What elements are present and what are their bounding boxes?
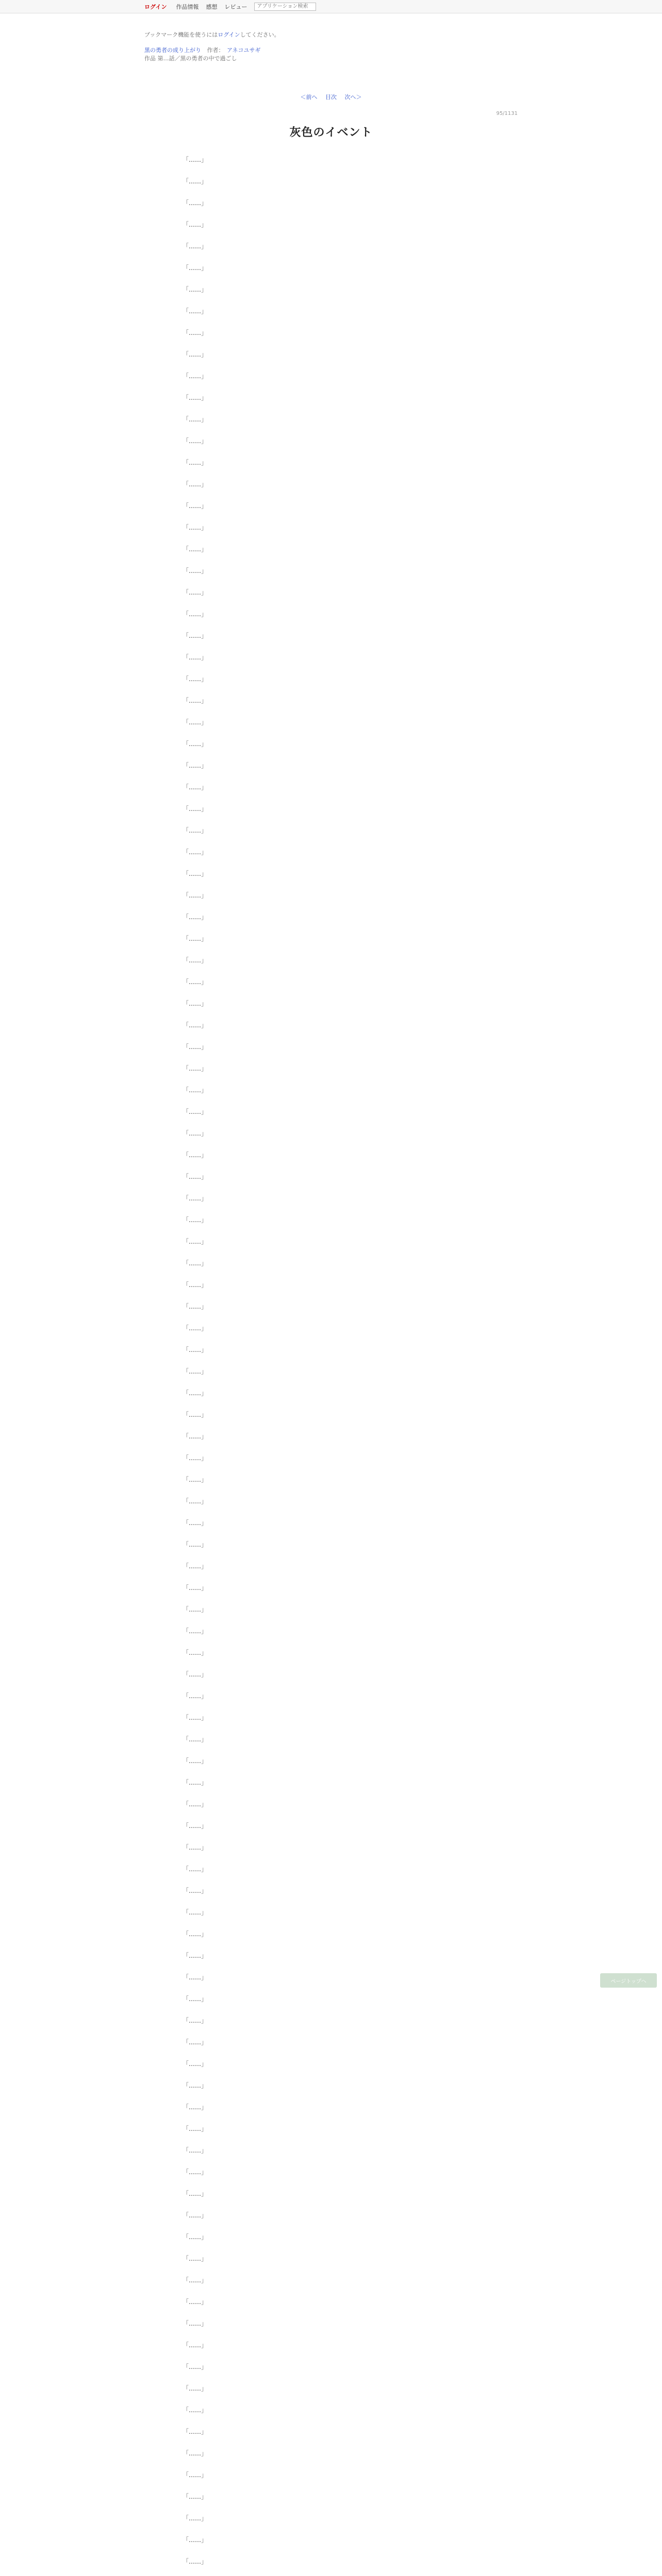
novel-paragraph: 「……」 xyxy=(183,1909,208,1916)
bookmark-notice-prefix: ブックマーク機能を使うには xyxy=(144,31,218,38)
novel-paragraph: 「……」 xyxy=(183,2212,208,2219)
author-label: 作者： xyxy=(207,47,224,54)
novel-paragraph: 「……」 xyxy=(183,2471,208,2479)
novel-paragraph: 「……」 xyxy=(183,2536,208,2544)
novel-paragraph: 「……」 xyxy=(183,1844,208,1851)
novel-paragraph: 「……」 xyxy=(183,2082,208,2089)
novel-paragraph: 「……」 xyxy=(183,416,208,423)
top-nav-bar xyxy=(0,0,662,13)
novel-paragraph: 「……」 xyxy=(183,1216,208,1224)
novel-paragraph: 「……」 xyxy=(183,1454,208,1462)
novel-paragraph: 「……」 xyxy=(183,1649,208,1656)
novel-paragraph: 「……」 xyxy=(183,351,208,358)
novel-paragraph: 「……」 xyxy=(183,719,208,726)
novel-paragraph: 「……」 xyxy=(183,2039,208,2046)
author-name-link[interactable]: アネコユサギ xyxy=(227,47,261,54)
bookmark-notice-suffix: してください。 xyxy=(240,31,280,38)
novel-paragraph: 「……」 xyxy=(183,1303,208,1310)
novel-paragraph: 「……」 xyxy=(183,1389,208,1397)
novel-paragraph: 「……」 xyxy=(183,1628,208,1635)
novel-paragraph: 「……」 xyxy=(183,957,208,964)
novel-paragraph: 「……」 xyxy=(183,1130,208,1137)
novel-paragraph: 「……」 xyxy=(183,308,208,315)
novel-paragraph: 「……」 xyxy=(183,1411,208,1418)
novel-paragraph: 「……」 xyxy=(183,2017,208,2024)
novel-paragraph: 「……」 xyxy=(183,1714,208,1721)
novel-paragraph: 「……」 xyxy=(183,2428,208,2435)
toc-link[interactable]: 目次 xyxy=(325,94,337,100)
novel-paragraph: 「……」 xyxy=(183,978,208,986)
novel-paragraph: 「……」 xyxy=(183,2104,208,2111)
novel-paragraph: 「……」 xyxy=(183,1238,208,1245)
nav-link-work-info[interactable]: 作品情報 xyxy=(176,3,199,10)
bookmark-login-link[interactable]: ログイン xyxy=(218,31,240,38)
nav-link-impressions[interactable]: 感想 xyxy=(206,3,218,10)
novel-paragraph: 「……」 xyxy=(183,892,208,899)
novel-paragraph: 「……」 xyxy=(183,1692,208,1700)
novel-paragraph: 「……」 xyxy=(183,2385,208,2392)
novel-paragraph: 「……」 xyxy=(183,1606,208,1613)
prev-chapter-link[interactable]: ＜前へ xyxy=(300,94,318,100)
novel-paragraph: 「……」 xyxy=(183,2255,208,2262)
novel-paragraph: 「……」 xyxy=(183,870,208,877)
novel-paragraph: 「……」 xyxy=(183,1260,208,1267)
novel-paragraph: 「……」 xyxy=(183,2168,208,2176)
novel-paragraph: 「……」 xyxy=(183,459,208,466)
novel-paragraph: 「……」 xyxy=(183,2450,208,2457)
novel-paragraph: 「……」 xyxy=(183,437,208,445)
novel-paragraph: 「……」 xyxy=(183,1930,208,1938)
novel-paragraph: 「……」 xyxy=(183,632,208,639)
search-input[interactable] xyxy=(254,3,316,11)
novel-paragraph: 「……」 xyxy=(183,589,208,596)
novel-paragraph: 「……」 xyxy=(183,1108,208,1115)
novel-paragraph: 「……」 xyxy=(183,654,208,661)
series-header xyxy=(144,31,516,63)
novel-paragraph: 「……」 xyxy=(183,2233,208,2241)
novel-paragraph: 「……」 xyxy=(183,1173,208,1180)
novel-paragraph: 「……」 xyxy=(183,2277,208,2284)
novel-paragraph: 「……」 xyxy=(183,1498,208,1505)
novel-paragraph: 「……」 xyxy=(183,1043,208,1050)
chapter-title: 灰色のイベント xyxy=(289,126,373,139)
novel-paragraph: 「……」 xyxy=(183,1195,208,1202)
novel-paragraph: 「……」 xyxy=(183,827,208,834)
novel-paragraph: 「……」 xyxy=(183,1866,208,1873)
novel-paragraph: 「……」 xyxy=(183,2060,208,2067)
novel-paragraph: 「……」 xyxy=(183,805,208,812)
novel-paragraph: 「……」 xyxy=(183,1974,208,1981)
novel-paragraph: 「……」 xyxy=(183,675,208,683)
novel-paragraph: 「……」 xyxy=(183,849,208,856)
novel-paragraph: 「……」 xyxy=(183,2147,208,2154)
series-title-link[interactable]: 黒の勇者の成り上がり xyxy=(144,47,201,54)
novel-paragraph: 「……」 xyxy=(183,1087,208,1094)
novel-paragraph: 「……」 xyxy=(183,697,208,704)
novel-paragraph: 「……」 xyxy=(183,546,208,553)
login-link[interactable]: ログイン xyxy=(144,3,167,10)
novel-paragraph: 「……」 xyxy=(183,611,208,618)
novel-paragraph: 「……」 xyxy=(183,481,208,488)
novel-paragraph: 「……」 xyxy=(183,2320,208,2327)
novel-paragraph: 「……」 xyxy=(183,2342,208,2349)
novel-paragraph: 「……」 xyxy=(183,243,208,250)
series-line xyxy=(144,46,516,55)
novel-paragraph: 「……」 xyxy=(183,524,208,531)
novel-paragraph: 「……」 xyxy=(183,567,208,574)
novel-paragraph: 「……」 xyxy=(183,264,208,272)
novel-paragraph: 「……」 xyxy=(183,1801,208,1808)
chapter-number: 95/1131 xyxy=(496,111,518,116)
novel-paragraph: 「……」 xyxy=(183,1022,208,1029)
novel-paragraph: 「……」 xyxy=(183,1281,208,1289)
novel-paragraph: 「……」 xyxy=(183,1476,208,1483)
novel-paragraph: 「……」 xyxy=(183,1151,208,1159)
novel-paragraph: 「……」 xyxy=(183,1065,208,1072)
novel-body xyxy=(183,155,479,2576)
novel-paragraph: 「……」 xyxy=(183,762,208,769)
novel-paragraph: 「……」 xyxy=(183,156,208,163)
novel-paragraph: 「……」 xyxy=(183,1519,208,1527)
novel-paragraph: 「……」 xyxy=(183,199,208,207)
novel-paragraph: 「……」 xyxy=(183,1822,208,1829)
novel-paragraph: 「……」 xyxy=(183,1563,208,1570)
novel-paragraph: 「……」 xyxy=(183,913,208,921)
novel-paragraph: 「……」 xyxy=(183,1368,208,1375)
novel-paragraph: 「……」 xyxy=(183,502,208,510)
novel-paragraph: 「……」 xyxy=(183,372,208,380)
novel-paragraph: 「……」 xyxy=(183,1952,208,1959)
novel-paragraph: 「……」 xyxy=(183,1541,208,1548)
novel-paragraph: 「……」 xyxy=(183,178,208,185)
novel-paragraph: 「……」 xyxy=(183,286,208,293)
bookmark-notice xyxy=(144,31,516,39)
novel-paragraph: 「……」 xyxy=(183,2363,208,2370)
novel-paragraph: 「……」 xyxy=(183,2558,208,2565)
novel-paragraph: 「……」 xyxy=(183,329,208,336)
novel-paragraph: 「……」 xyxy=(183,2298,208,2306)
nav-link-reviews[interactable]: レビュー xyxy=(224,3,247,10)
novel-paragraph: 「……」 xyxy=(183,1887,208,1894)
novel-paragraph: 「……」 xyxy=(183,740,208,748)
page-top-button[interactable]: ページトップへ xyxy=(600,1973,657,1988)
novel-paragraph: 「……」 xyxy=(183,1995,208,2003)
novel-paragraph: 「……」 xyxy=(183,1584,208,1591)
novel-paragraph: 「……」 xyxy=(183,1325,208,1332)
novel-paragraph: 「……」 xyxy=(183,1433,208,1440)
novel-paragraph: 「……」 xyxy=(183,2125,208,2132)
next-chapter-link[interactable]: 次へ＞ xyxy=(344,94,362,100)
novel-paragraph: 「……」 xyxy=(183,1779,208,1786)
novel-paragraph: 「……」 xyxy=(183,1671,208,1678)
novel-paragraph: 「……」 xyxy=(183,1000,208,1007)
novel-paragraph: 「……」 xyxy=(183,2493,208,2500)
novel-paragraph: 「……」 xyxy=(183,935,208,942)
novel-paragraph: 「……」 xyxy=(183,2190,208,2197)
novel-paragraph: 「……」 xyxy=(183,1736,208,1743)
novel-paragraph: 「……」 xyxy=(183,2515,208,2522)
novel-paragraph: 「……」 xyxy=(183,2406,208,2414)
novel-paragraph: 「……」 xyxy=(183,394,208,401)
novel-paragraph: 「……」 xyxy=(183,221,208,228)
novel-paragraph: 「……」 xyxy=(183,1346,208,1353)
novel-paragraph: 「……」 xyxy=(183,784,208,791)
novel-paragraph: 「……」 xyxy=(183,1757,208,1765)
chapter-nav-top xyxy=(0,93,662,101)
work-meta: 作品 第…話／黒の勇者の中で過ごし xyxy=(144,55,237,62)
